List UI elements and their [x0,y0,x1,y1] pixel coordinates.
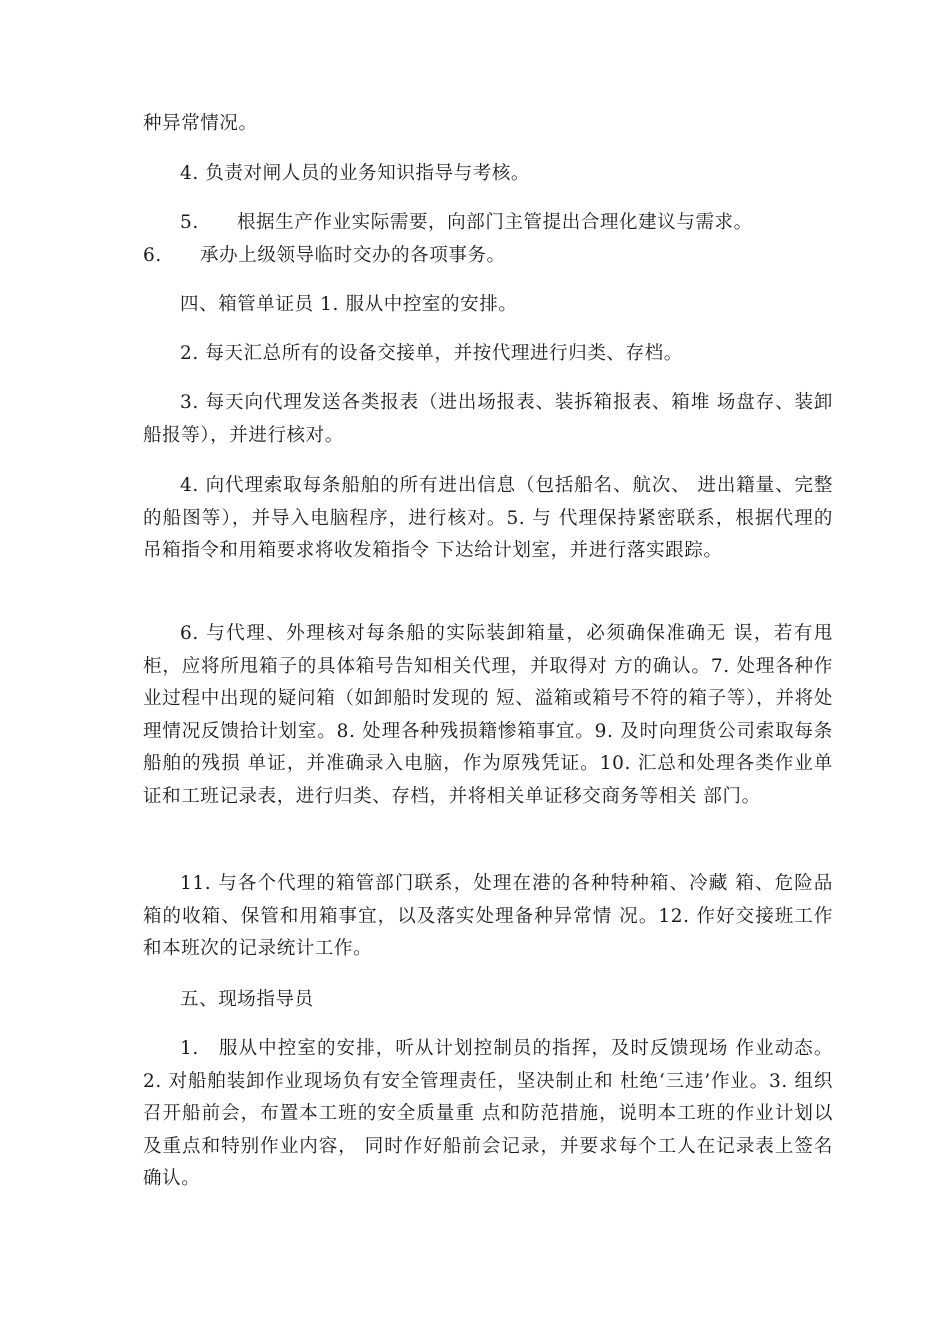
paragraph-supervisor-1-3: 1. 服从中控室的安排，听从计划控制员的指挥，及时反馈现场 作业动态。2. 对船舶装卸作业现场负有安全管理责任，坚决制止和 杜绝‘三违’作业。3. 组织召开船前会，布置本工班的安全质量重 点和防范措施，说明本工班的作业计划以及重点和特别作业内容， 同时作好船前会记录，并要求每个工人在记录表上签名确认。 [143,1038,833,1189]
paragraph-clerk-11-12: 11. 与各个代理的箱管部门联系，处理在港的各种特种箱、冷藏 箱、危险品箱的收箱、保管和用箱事宜，以及落实处理备种异常情 况。12. 作好交接班工作和本班次的记录统计工作。 [143,873,833,959]
paragraph-clerk-4-5: 4. 向代理索取每条船舶的所有进出信息（包括船名、航次、 进出籍量、完整的船图等），并导入电脑程序，进行核对。5. 与 代理保持紧密联系，根据代理的吊箱指令和用箱要求将收发箱指令 下达给计划室，并进行落实跟踪。 [143,475,833,561]
paragraph-clerk-3: 3. 每天向代理发送各类报表（进出场报表、装拆箱报表、箱堆 场盘存、装卸船报等），并进行核对。 [143,392,833,446]
paragraph-clerk-2: 2. 每天汇总所有的设备交接单，并按代理进行归类、存档。 [180,343,683,364]
paragraph-item-6: 6. 承办上级领导临时交办的各项事务。 [143,245,506,266]
section-heading-site-supervisor: 五、现场指导员 [180,989,314,1010]
paragraph-item-5: 5. 根据生产作业实际需要，向部门主管提出合理化建议与需求。 [180,212,753,233]
paragraph-clerk-6-10: 6. 与代理、外理核对每条船的实际装卸箱量，必须确保准确无 误，若有甩柜，应将所甩箱子的具体箱号告知相关代理，并取得对 方的确认。7. 处理各种作业过程中出现的疑问箱（如卸船时发现的 短、溢箱或箱号不符的箱子等），并将处理情况反馈拾计划室。8. 处理各种残损籍惨箱事宜。9. 及时向理货公司索取每条船舶的残损 单证，并准确录入电脑，作为原残凭证。10. 汇总和处理各类作业单 证和工班记录表，进行归类、存档，并将相关单证移交商务等相关 部门。 [143,623,840,807]
paragraph-item-4: 4. 负责对闸人员的业务知识指导与考核。 [180,163,531,184]
paragraph-continuation: 种异常情况。 [143,113,258,134]
section-heading-box-document-clerk: 四、箱管单证员 1. 服从中控室的安排。 [180,294,518,315]
